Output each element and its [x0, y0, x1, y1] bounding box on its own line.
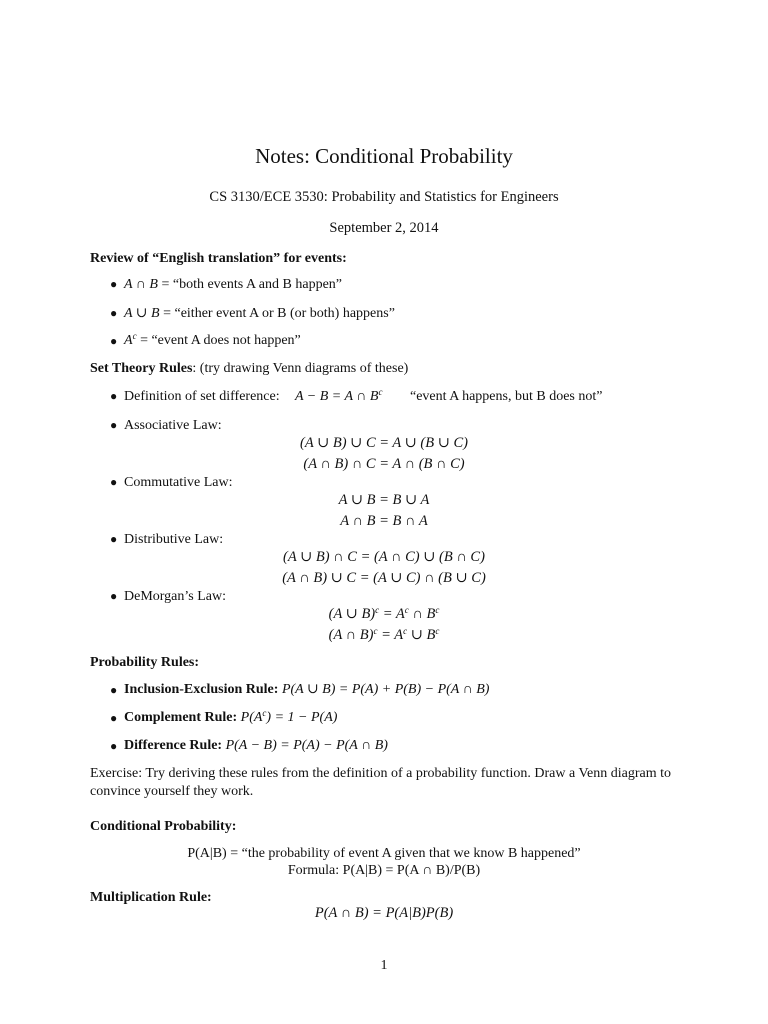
demorgan-eq-1: (A ∪ $B)^c = A^c$ ∩ $B^c$	[328, 605, 440, 622]
conditional-heading: Conditional Probability:	[90, 819, 237, 834]
bullet-icon: ●	[110, 589, 118, 603]
commutative-eq-2: A ∩ B = B ∩ A	[340, 513, 428, 529]
commutative-eq-1: A ∪ B = B ∪ A	[338, 492, 430, 508]
bullet-icon: ●	[110, 683, 118, 697]
demorgan-eq-2: (A ∩ $B)^c = A^c$ ∪ $B^c$	[328, 626, 440, 643]
multiplication-formula: P(A ∩ B) = P(A|B)P(B)	[314, 905, 454, 921]
course-name: CS 3130/ECE 3530: Probability and Statistics for Engineers	[209, 189, 559, 205]
associative-eq-1: (A ∪ B) ∪ C = A ∪ (B ∪ C)	[300, 435, 468, 451]
inclusion-exclusion-rule: Inclusion-Exclusion Rule: P(A ∪ B) = P(A) + P(B) − P(A ∩ B)	[124, 682, 490, 697]
bullet-icon: ●	[110, 389, 118, 403]
complement-rule: Complement Rule: $P(A^c) = 1 - P(A)$	[124, 708, 338, 725]
multiplication-heading: Multiplication Rule:	[90, 890, 212, 905]
set-theory-heading: Set Theory Rules: (try drawing Venn diagrams of these)	[90, 361, 409, 376]
distributive-label: Distributive Law:	[124, 532, 224, 547]
bullet-icon: ●	[110, 418, 118, 432]
exercise-paragraph: Exercise: Try deriving these rules from the definition of a probability function. Draw a Venn diagram to convince yourself they work.	[90, 766, 671, 799]
review-item-intersection: A ∩ B = “both events A and B happen”	[124, 277, 342, 292]
demorgan-label: DeMorgan’s Law:	[124, 589, 226, 604]
page-title: Notes: Conditional Probability	[255, 144, 513, 168]
bullet-icon: ●	[110, 277, 118, 291]
review-item-union: A ∪ B = “either event A or B (or both) happens”	[124, 306, 395, 321]
page-number: 1	[380, 958, 388, 973]
set-difference-label: Definition of set difference:	[124, 389, 280, 404]
review-item-complement: $A^c$ = “event A does not happen”	[124, 331, 301, 348]
conditional-definition: P(A|B) = “the probability of event A given that we know B happened”	[187, 846, 581, 861]
associative-label: Associative Law:	[124, 418, 222, 433]
set-difference-explain: “event A happens, but B does not”	[410, 389, 603, 404]
document-date: September 2, 2014	[329, 220, 439, 236]
review-heading: Review of “English translation” for events:	[90, 251, 347, 266]
distributive-eq-2: (A ∩ B) ∪ C = (A ∪ C) ∩ (B ∪ C)	[282, 570, 486, 586]
bullet-icon: ●	[110, 711, 118, 725]
bullet-icon: ●	[110, 334, 118, 348]
set-difference-formula: A − B = A ∩ $B^c$	[295, 387, 383, 404]
bullet-icon: ●	[110, 306, 118, 320]
difference-rule: Difference Rule: P(A − B) = P(A) − P(A ∩ B)	[124, 738, 388, 753]
bullet-icon: ●	[110, 532, 118, 546]
probability-rules-heading: Probability Rules:	[90, 655, 200, 670]
conditional-formula: Formula: P(A|B) = P(A ∩ B)/P(B)	[287, 863, 481, 878]
bullet-icon: ●	[110, 739, 118, 753]
commutative-label: Commutative Law:	[124, 475, 233, 490]
associative-eq-2: (A ∩ B) ∩ C = A ∩ (B ∩ C)	[303, 456, 465, 472]
bullet-icon: ●	[110, 475, 118, 489]
distributive-eq-1: (A ∪ B) ∩ C = (A ∩ C) ∪ (B ∩ C)	[283, 549, 485, 565]
